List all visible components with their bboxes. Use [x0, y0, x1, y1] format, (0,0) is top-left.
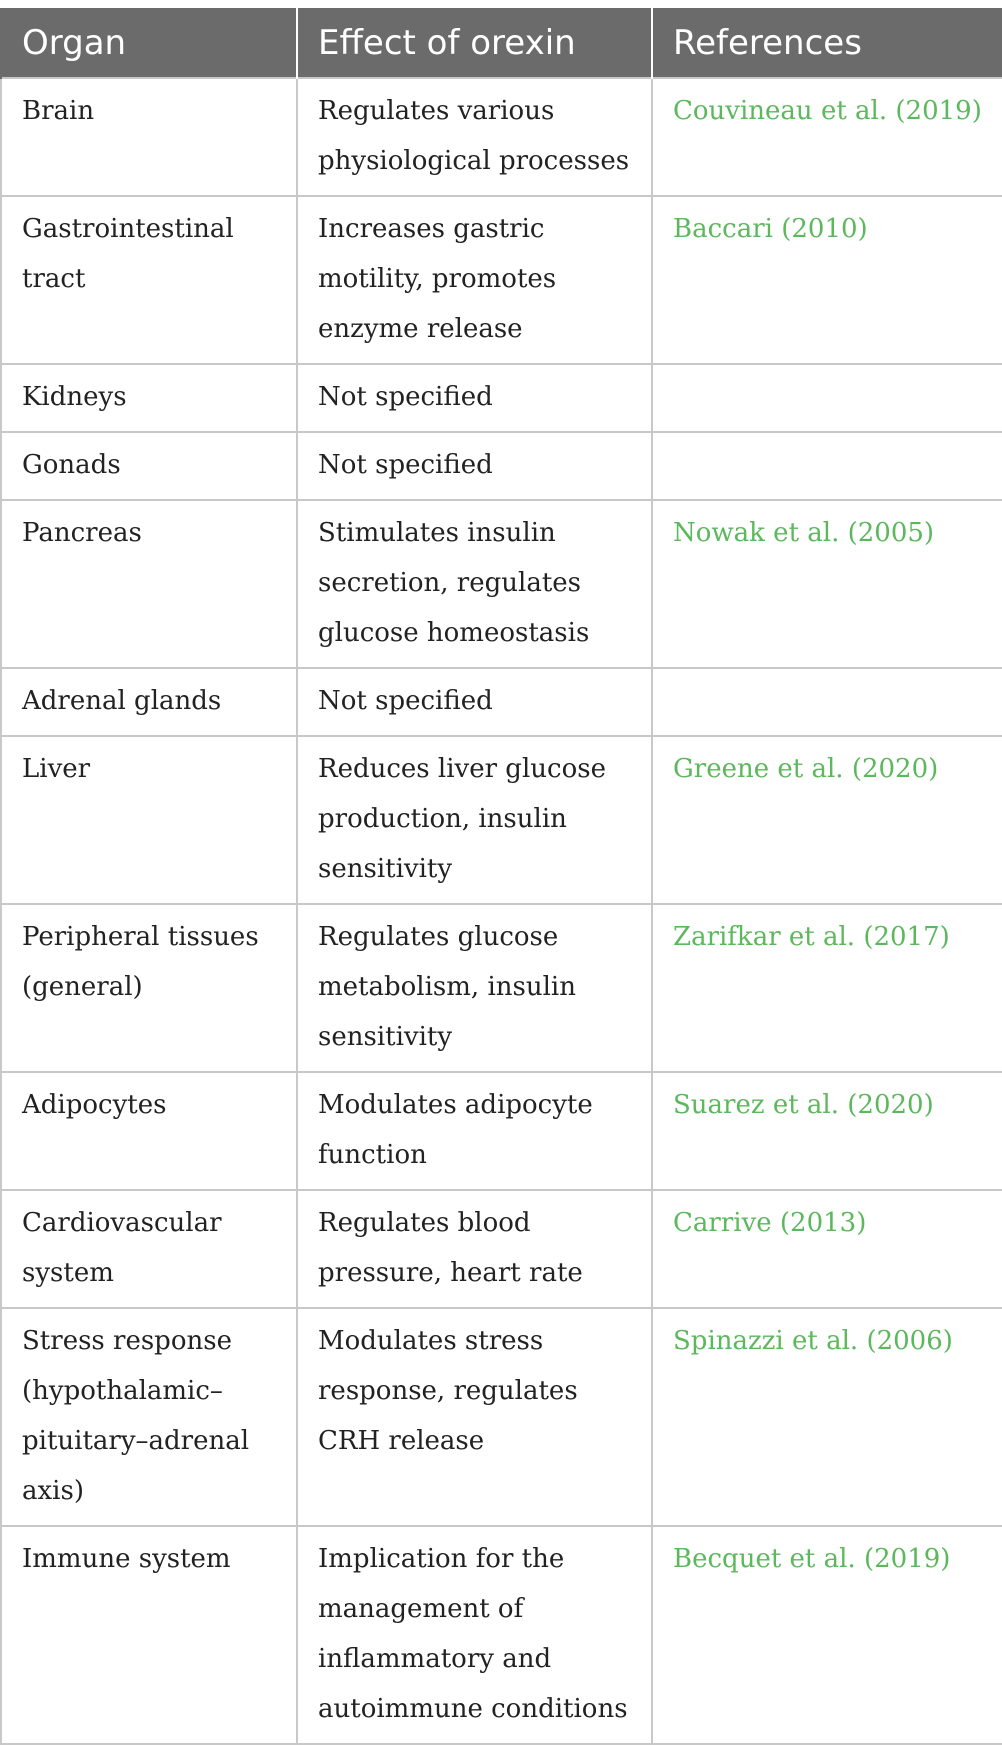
effect-cell: Modulates stress response, regulates CRH release [297, 1308, 652, 1526]
reference-link[interactable]: Suarez et al. (2020) [652, 1072, 1002, 1190]
effect-cell: Implication for the management of inflammatory and autoimmune conditions [297, 1526, 652, 1744]
table-row [1, 364, 1002, 432]
effect-cell: Increases gastric motility, promotes enzyme release [297, 196, 652, 364]
table-row [1, 1072, 1002, 1190]
data-table-container [0, 8, 1002, 1745]
effect-cell: Stimulates insulin secretion, regulates glucose homeostasis [297, 500, 652, 668]
organ-cell: Stress response (hypothalamic–pituitary–adrenal axis) [1, 1308, 297, 1526]
table-body [1, 78, 1002, 1744]
table-row [1, 1526, 1002, 1744]
table-header [1, 8, 1002, 78]
effect-cell: Reduces liver glucose production, insulin sensitivity [297, 736, 652, 904]
table-row [1, 668, 1002, 736]
reference-cell-empty [652, 364, 1002, 432]
reference-link[interactable]: Spinazzi et al. (2006) [652, 1308, 1002, 1526]
header-row [1, 8, 1002, 78]
effect-cell: Not specified [297, 364, 652, 432]
reference-link[interactable]: Becquet et al. (2019) [652, 1526, 1002, 1744]
table-row [1, 736, 1002, 904]
reference-cell-empty [652, 432, 1002, 500]
table-row [1, 500, 1002, 668]
effect-cell: Regulates glucose metabolism, insulin sensitivity [297, 904, 652, 1072]
organ-cell: Immune system [1, 1526, 297, 1744]
column-header-references: References [652, 8, 1002, 78]
organ-cell: Gonads [1, 432, 297, 500]
organ-cell: Gastrointestinal tract [1, 196, 297, 364]
table-row [1, 196, 1002, 364]
effect-cell: Not specified [297, 432, 652, 500]
reference-link[interactable]: Nowak et al. (2005) [652, 500, 1002, 668]
reference-cell-empty [652, 668, 1002, 736]
reference-link[interactable]: Carrive (2013) [652, 1190, 1002, 1308]
effect-cell: Not specified [297, 668, 652, 736]
table-row [1, 1308, 1002, 1526]
effect-cell: Regulates blood pressure, heart rate [297, 1190, 652, 1308]
reference-link[interactable]: Zarifkar et al. (2017) [652, 904, 1002, 1072]
table-row [1, 432, 1002, 500]
organ-cell: Pancreas [1, 500, 297, 668]
effect-cell: Regulates various physiological processes [297, 78, 652, 196]
organ-cell: Liver [1, 736, 297, 904]
reference-link[interactable]: Greene et al. (2020) [652, 736, 1002, 904]
table-row [1, 78, 1002, 196]
organ-cell: Kidneys [1, 364, 297, 432]
column-header-organ: Organ [1, 8, 297, 78]
organ-cell: Cardiovascular system [1, 1190, 297, 1308]
orexin-effects-table [0, 8, 1002, 1745]
table-row [1, 904, 1002, 1072]
organ-cell: Brain [1, 78, 297, 196]
effect-cell: Modulates adipocyte function [297, 1072, 652, 1190]
column-header-effect: Effect of orexin [297, 8, 652, 78]
reference-link[interactable]: Couvineau et al. (2019) [652, 78, 1002, 196]
organ-cell: Adrenal glands [1, 668, 297, 736]
table-row [1, 1190, 1002, 1308]
organ-cell: Peripheral tissues (general) [1, 904, 297, 1072]
reference-link[interactable]: Baccari (2010) [652, 196, 1002, 364]
organ-cell: Adipocytes [1, 1072, 297, 1190]
